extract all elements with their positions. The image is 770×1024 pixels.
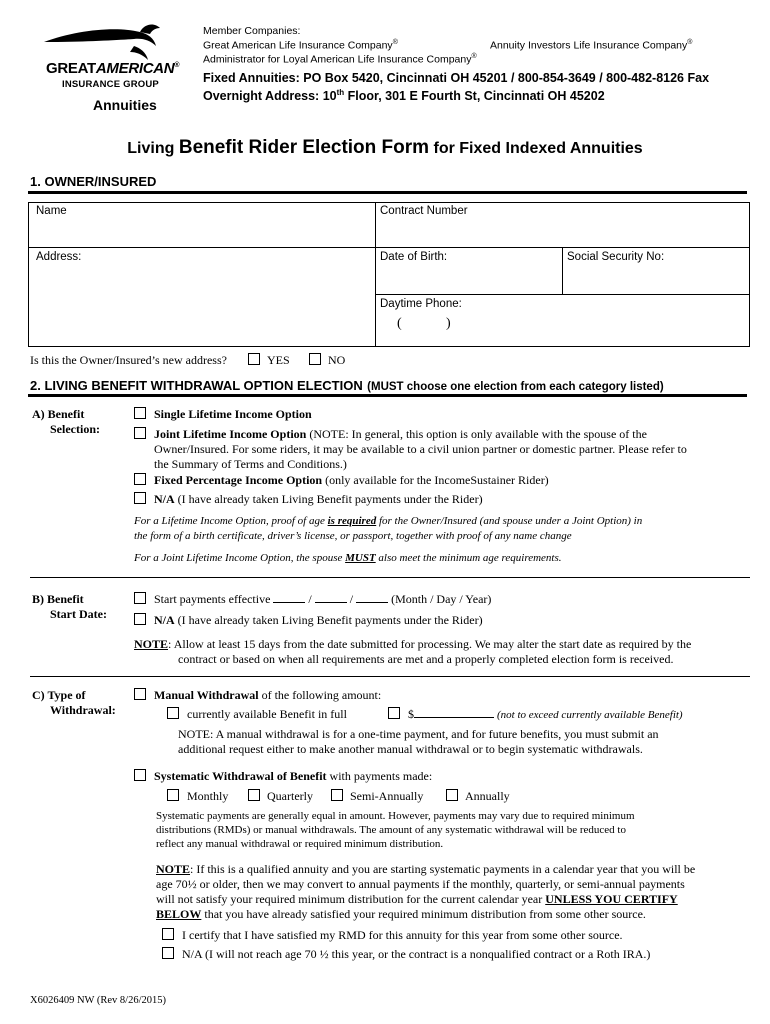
systematic-withdrawal-label: Systematic Withdrawal of Benefit with payments made: (154, 769, 433, 783)
quarterly-checkbox[interactable] (248, 789, 260, 801)
processing-note-line2: contract or based on when all requirements are met and a properly completed election form is received. (178, 652, 674, 666)
dollar-amount-line: $ (not to exceed currently available Benefit) (408, 707, 683, 721)
section2-rule (28, 394, 747, 397)
quarterly-label: Quarterly (267, 789, 313, 803)
joint-spouse-age-note: For a Joint Lifetime Income Option, the spouse MUST also meet the minimum age requirements. (134, 552, 562, 564)
systematic-para-line2: distributions (RMDs) or manual withdrawals. The amount of any systematic withdrawal will be reduced to (156, 824, 626, 836)
logo-great: GREAT (46, 60, 96, 77)
full-benefit-label: currently available Benefit in full (187, 707, 347, 721)
joint-lifetime-checkbox[interactable] (134, 427, 146, 439)
overnight-address: Overnight Address: 10th Floor, 301 E Fourth St, Cincinnati OH 45202 (203, 88, 605, 104)
systematic-withdrawal-checkbox[interactable] (134, 769, 146, 781)
dollar-amount-checkbox[interactable] (388, 707, 400, 719)
qualified-note-line2: age 70½ or older, then we may convert to annual payments if the monthly, quarterly, or semi-annual payments (156, 877, 685, 891)
start-na-label: N/A (I have already taken Living Benefit payments under the Rider) (154, 613, 483, 627)
manual-note-line1: NOTE: A manual withdrawal is for a one-time payment, and for future benefits, you must submit an (178, 727, 659, 741)
date-of-birth-label: Date of Birth: (380, 251, 448, 263)
joint-lifetime-note-line3: the Summary of Terms and Conditions.) (154, 457, 347, 471)
single-lifetime-label: Single Lifetime Income Option (154, 407, 312, 421)
logo-registered: ® (174, 62, 180, 69)
phone-area-code-close: ) (446, 316, 451, 331)
page-title: Living Benefit Rider Election Form for Fixed Indexed Annuities (127, 137, 643, 158)
fixed-percentage-checkbox[interactable] (134, 473, 146, 485)
form-number: X6026409 NW (Rev 8/26/2015) (30, 995, 167, 1006)
start-payments-checkbox[interactable] (134, 592, 146, 604)
company-logo (36, 22, 186, 122)
address-label: Address: (36, 251, 82, 263)
annually-checkbox[interactable] (446, 789, 458, 801)
semi-annually-label: Semi-Annually (350, 789, 424, 803)
single-lifetime-checkbox[interactable] (134, 407, 146, 419)
logo-annuities: Annuities (93, 97, 157, 113)
qualified-note-line3: will not satisfy your required minimum distribution for the current calendar year UNLESS YOU CERTIFY (156, 892, 678, 906)
proof-of-age-note: For a Lifetime Income Option, proof of age is required for the Owner/Insured (and spouse under a Joint Option) in (134, 515, 643, 527)
monthly-label: Monthly (187, 789, 229, 803)
phone-area-code-open: ( (397, 316, 402, 331)
annually-label: Annually (465, 789, 510, 803)
company-great-american: Great American Life Insurance Company® (203, 39, 398, 52)
manual-note-line2: additional request either to make another manual withdrawal or to begin systematic withdrawals. (178, 742, 643, 756)
section2-heading: 2. LIVING BENEFIT WITHDRAWAL OPTION ELECTION (MUST choose one election from each category listed) (30, 378, 664, 393)
name-label: Name (36, 205, 67, 217)
new-address-no-checkbox[interactable] (309, 353, 321, 365)
systematic-para-line3: reflect any manual withdrawal or required minimum distribution. (156, 838, 444, 850)
new-address-yes-checkbox[interactable] (248, 353, 260, 365)
fixed-annuities-address: Fixed Annuities: PO Box 5420, Cincinnati OH 45201 / 800-854-3649 / 800-482-8126 Fax (203, 71, 710, 85)
manual-withdrawal-label: Manual Withdrawal of the following amount: (154, 688, 382, 702)
logo-american: AMERICAN (95, 60, 175, 77)
new-address-yes-label: YES (267, 353, 290, 367)
qualified-note-line4: BELOW that you have already satisfied your required minimum distribution from some other source. (156, 907, 646, 921)
section1-heading: 1. OWNER/INSURED (30, 174, 157, 189)
owner-info-table (28, 202, 750, 347)
benefit-start-date-label: B) Benefit Start Date: (32, 592, 107, 621)
proof-of-age-note-line2: the form of a birth certificate, driver’s license, or passport, together with proof of any name change (134, 530, 572, 542)
full-benefit-checkbox[interactable] (167, 707, 179, 719)
new-address-no-label: NO (328, 353, 346, 367)
divider-a-b (30, 577, 750, 578)
administrator-line: Administrator for Loyal American Life Insurance Company® (203, 53, 477, 66)
type-of-withdrawal-label: C) Type of Withdrawal: (32, 688, 116, 717)
monthly-checkbox[interactable] (167, 789, 179, 801)
start-na-checkbox[interactable] (134, 613, 146, 625)
divider-b-c (30, 676, 750, 677)
semi-annually-checkbox[interactable] (331, 789, 343, 801)
qualified-note-line1: NOTE: If this is a qualified annuity and you are starting systematic payments in a calendar year that you will be (156, 862, 696, 876)
rmd-na-label: N/A (I will not reach age 70 ½ this year, or the contract is a nonqualified contract or a Roth IRA.) (182, 947, 651, 961)
ssn-label: Social Security No: (567, 251, 665, 263)
systematic-para-line1: Systematic payments are generally equal in amount. However, payments may vary due to required minimum (156, 810, 635, 822)
joint-lifetime-label: Joint Lifetime Income Option (NOTE: In general, this option is only available with the spouse of the (154, 427, 647, 441)
member-companies-label: Member Companies: (203, 25, 301, 37)
start-day-input[interactable] (315, 592, 347, 603)
logo-insurance-group: INSURANCE GROUP (62, 79, 159, 90)
processing-note: NOTE: Allow at least 15 days from the date submitted for processing. We may alter the start date as required by the (134, 637, 692, 651)
fixed-percentage-label: Fixed Percentage Income Option (only available for the IncomeSustainer Rider) (154, 473, 549, 487)
contract-number-label: Contract Number (380, 205, 468, 217)
rmd-na-checkbox[interactable] (162, 947, 174, 959)
start-year-input[interactable] (356, 592, 388, 603)
new-address-question: Is this the Owner/Insured’s new address? (30, 353, 227, 367)
joint-lifetime-note-line2: Owner/Insured. For some riders, it may be available to a civil union partner or domestic partner. Please refer to (154, 442, 687, 456)
rmd-certify-checkbox[interactable] (162, 928, 174, 940)
company-annuity-investors: Annuity Investors Life Insurance Company® (490, 39, 693, 52)
dollar-amount-input[interactable] (414, 707, 494, 718)
rmd-certify-label: I certify that I have satisfied my RMD for this annuity for this year from some other source. (182, 928, 623, 942)
start-month-input[interactable] (273, 592, 305, 603)
benefit-selection-label: A) Benefit Selection: (32, 407, 100, 436)
manual-withdrawal-checkbox[interactable] (134, 688, 146, 700)
section1-rule (28, 191, 747, 194)
benefit-na-label: N/A (I have already taken Living Benefit payments under the Rider) (154, 492, 483, 506)
benefit-na-checkbox[interactable] (134, 492, 146, 504)
start-payments-line: Start payments effective / / (Month / Day / Year) (154, 592, 492, 606)
daytime-phone-label: Daytime Phone: (380, 298, 462, 310)
